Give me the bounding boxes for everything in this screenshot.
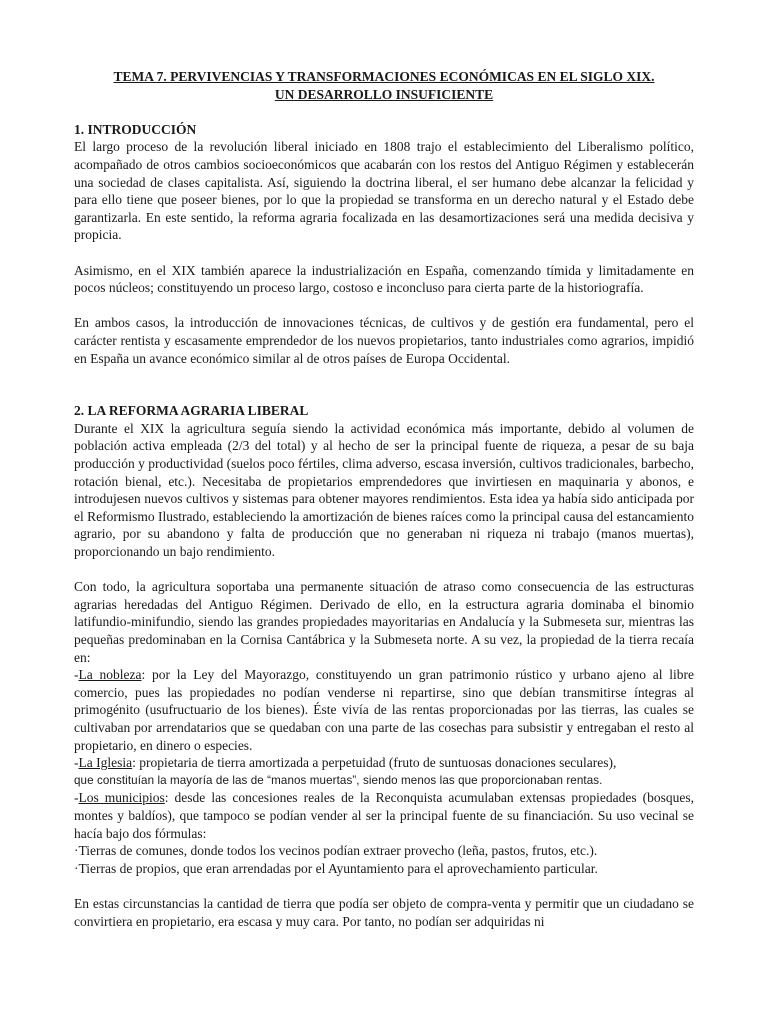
list-item-nobleza bbox=[74, 666, 694, 754]
list-item-nobleza-prefix: - bbox=[74, 667, 79, 683]
list-item-municipios bbox=[74, 789, 694, 842]
formula-propios: ·Tierras de propios, que eran arrendadas por el Ayuntamiento para el aprovechamiento particular. bbox=[74, 860, 598, 876]
list-item-nobleza-text: : por la Ley del Mayorazgo, constituyendo un gran patrimonio rústico y urbano ajeno al libre comercio, pues las propiedades no podían venderse ni repartirse, sino que debían transmitirse íntegras al primogénito (usufructuario de los bienes). Éste vivía de las rentas proporcionadas por las tierras, las cuales se cultivaban por arrendatarios que se quedaban con una parte de las cosechas para subsistir y entregaban el resto al propietario, en dinero o especies. bbox=[74, 667, 694, 753]
list-item-iglesia-label: La Iglesia bbox=[78, 755, 133, 771]
document-title-line-1: TEMA 7. PERVIVENCIAS Y TRANSFORMACIONES ECONÓMICAS EN EL SIGLO XIX. bbox=[113, 69, 655, 84]
section-2-heading: 2. LA REFORMA AGRARIA LIBERAL bbox=[74, 403, 309, 419]
intro-paragraph-2: Asimismo, en el XIX también aparece la industrialización en España, comenzando tímida y limitadamente en pocos núcleos; constituyendo un proceso largo, costoso e inconcluso para cierta parte de la historiografía. bbox=[74, 262, 694, 296]
list-item-municipios-label: Los municipios bbox=[78, 790, 165, 806]
formula-comunes: ·Tierras de comunes, donde todos los vecinos podían extraer provecho (leña, pastos, frutos, etc.). bbox=[74, 843, 598, 859]
list-item-iglesia-line-2: que constituían la mayoría de las de “manos muertas”, siendo menos las que proporcionaban rentas. bbox=[74, 773, 603, 787]
list-item-iglesia-prefix: - bbox=[74, 755, 79, 771]
list-item-iglesia bbox=[74, 754, 694, 772]
agraria-paragraph-3: En estas circunstancias la cantidad de tierra que podía ser objeto de compra-venta y permitir que un ciudadano se convirtiera en propietario, era escasa y muy cara. Por tanto, no podían ser adquiridas ni bbox=[74, 895, 694, 929]
list-item-municipios-text: : desde las concesiones reales de la Reconquista acumulaban extensas propiedades (bosques, montes y baldíos), que tampoco se podían vender al ser la principal fuente de su financiación. Su uso vecinal se hacía bajo dos fórmulas: bbox=[74, 790, 694, 841]
intro-paragraph-3: En ambos casos, la introducción de innovaciones técnicas, de cultivos y de gestión era fundamental, pero el carácter rentista y escasamente emprendedor de los nuevos propietarios, tanto industriales como agrarios, impidió en España un avance económico similar al de otros países de Europa Occidental. bbox=[74, 315, 694, 366]
document-title-line-2: UN DESARROLLO INSUFICIENTE bbox=[274, 86, 494, 102]
list-item-nobleza-label: La nobleza bbox=[78, 667, 142, 683]
list-item-iglesia-text: : propietaria de tierra amortizada a perpetuidad (fruto de suntuosas donaciones seculares), bbox=[132, 755, 617, 771]
section-1-heading: 1. INTRODUCCIÓN bbox=[74, 121, 197, 137]
intro-paragraph-1: El largo proceso de la revolución liberal iniciado en 1808 trajo el establecimiento del Liberalismo político, acompañado de otros cambios socioeconómicos que acabarán con los restos del Antiguo Régimen y establecerán una sociedad de clases capitalista. Así, siguiendo la doctrina liberal, el ser humano debe alcanzar la felicidad y para ello tiene que poseer bienes, por lo que la propiedad se transforma en un derecho natural y el Estado debe garantizarla. En este sentido, la reforma agraria focalizada en las desamortizaciones será una medida decisiva y propicia. bbox=[74, 139, 694, 243]
list-item-municipios-prefix: - bbox=[74, 790, 79, 806]
document-page bbox=[74, 68, 694, 930]
agraria-paragraph-1: Durante el XIX la agricultura seguía siendo la actividad económica más importante, debido al volumen de población activa empleada (2/3 del total) y al hecho de ser la principal fuente de riqueza, a pesar de su baja producción y productividad (suelos poco fértiles, clima adverso, escasa inversión, cultivos tradicionales, barbecho, rotación bienal, etc.). Necesitaba de propietarios emprendedores que invirtiesen en maquinaria y abonos, e introdujesen nuevos cultivos y sistemas para obtener mayores rendimientos. Esta idea ya había sido anticipada por el Reformismo Ilustrado, estableciendo la amortización de bienes raíces como la principal causa del estancamiento agrario, por su abandono y falta de producción que no generaban ni riqueza ni trabajo (manos muertas), proporcionando un bajo rendimiento. bbox=[74, 420, 694, 560]
agraria-paragraph-2: Con todo, la agricultura soportaba una permanente situación de atraso como consecuencia de las estructuras agrarias heredadas del Antiguo Régimen. Derivado de ello, en la estructura agraria dominaba el binomio latifundio-minifundio, siendo las grandes propiedades mayoritarias en Andalucía y la Submeseta sur, mientras las pequeñas predominaban en la Cornisa Cantábrica y la Submeseta norte. A su vez, la propiedad de la tierra recaía en: bbox=[74, 579, 694, 665]
